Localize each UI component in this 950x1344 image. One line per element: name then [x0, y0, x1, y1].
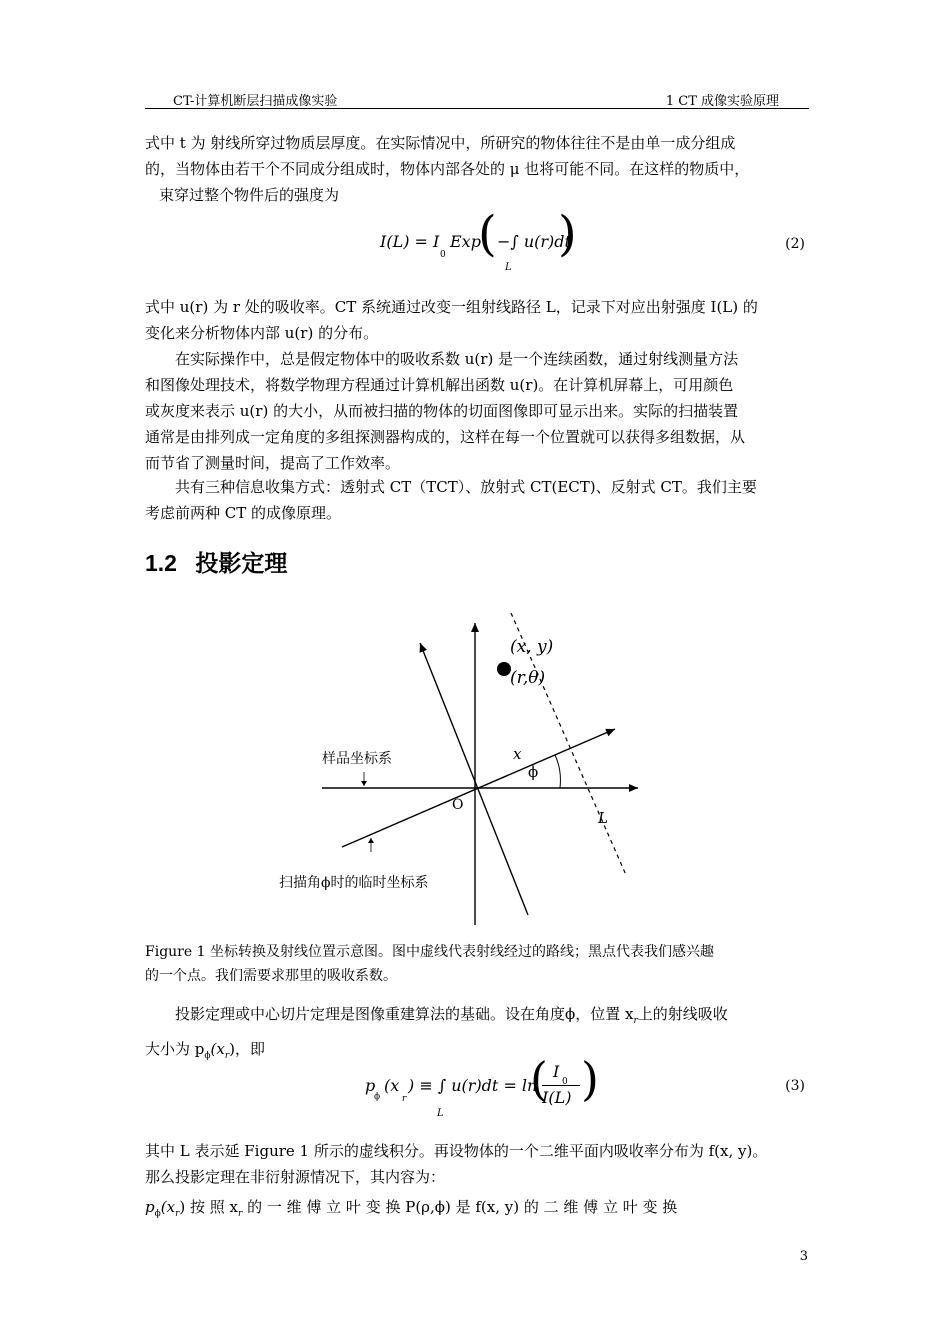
figure-1-caption — [145, 940, 809, 988]
angle-arc — [555, 755, 560, 788]
paragraph-2-line-2: 变化来分析物体内部 u(r) 的分布。 — [145, 324, 379, 342]
point-of-interest — [497, 662, 511, 676]
paragraph-6-line-3 — [145, 1194, 809, 1227]
label-r-theta: (r,θ) — [510, 668, 546, 688]
paragraph-4-line-1: 共有三种信息收集方式：透射式 CT（TCT）、放射式 CT(ECT)、反射式 CT。我们主要 — [175, 478, 757, 496]
equation-2-right-paren: ) — [558, 206, 577, 262]
equation-3-left-paren: ( — [530, 1052, 548, 1106]
paragraph-5-line-2-end: )，即 — [229, 1040, 265, 1058]
paragraph-1 — [145, 130, 809, 208]
paragraph-6-line-1: 其中 L 表示延 Figure 1 所示的虚线积分。再设物体的一个二维平面内吸收率分布为 f(x, y)。 — [145, 1142, 768, 1160]
paragraph-3-line-3: 或灰度来表示 u(r) 的大小，从而被扫描的物体的切面图像即可显示出来。实际的扫描装置 — [145, 402, 739, 420]
page-header — [145, 86, 809, 109]
label-phi: ϕ — [528, 763, 539, 781]
paragraph-2-line-1: 式中 u(r) 为 r 处的吸收率。CT 系统通过改变一组射线路径 L，记录下对应出射强度 I(L) 的 — [145, 298, 758, 316]
caption-line-1: Figure 1 坐标转换及射线位置示意图。图中虚线代表射线经过的路线；黑点代表我们感兴趣 — [145, 944, 714, 960]
equation-3-denominator: I(L) — [542, 1088, 572, 1107]
paragraph-6 — [145, 1138, 809, 1227]
paragraph-5-line-2 — [145, 1035, 809, 1070]
section-title: 投影定理 — [195, 550, 288, 576]
paragraph-3-line-1: 在实际操作中，总是假定物体中的吸收系数 u(r) 是一个连续函数，通过射线测量方法 — [175, 350, 739, 368]
paragraph-6-line-2: 那么投影定理在非衍射源情况下，其内容为： — [145, 1168, 446, 1186]
paragraph-5-line-2-mid: (x — [210, 1040, 225, 1058]
paragraph-6-line-3-p: p — [145, 1198, 155, 1216]
equation-3-lhs: p — [365, 1076, 376, 1095]
equation-3-arg: (x — [384, 1076, 400, 1095]
label-xy: (x, y) — [510, 637, 554, 657]
paragraph-5-line-1-text: 投影定理或中心切片定理是图像重建算法的基础。设在角度ϕ，位置 x — [175, 1005, 634, 1023]
label-x: x — [513, 745, 522, 763]
header-right-title: 1 CT 成像实验原理 — [665, 94, 779, 109]
equation-2-left-paren: ( — [478, 206, 497, 262]
equation-2-exp: Exp — [450, 232, 481, 251]
equation-2-sub-L: L — [505, 262, 512, 273]
paragraph-3 — [145, 346, 809, 476]
section-number: 1.2 — [145, 550, 177, 576]
header-left-title: CT-计算机断层扫描成像实验 — [173, 94, 338, 109]
paragraph-1-line-2: 的，当物体由若干个不同成分组成时，物体内部各处的 μ 也将可能不同。在这样的物质中， — [145, 160, 750, 178]
paragraph-6-line-3-sub2: r — [175, 1209, 180, 1219]
label-sample-coordinates: 样品坐标系 — [322, 751, 392, 767]
paragraph-6-line-3-c: 的 一 维 傅 立 叶 变 换 P(ρ,ϕ) 是 f(x, y) 的 二 维 傅 立 叶 变 换 — [247, 1198, 678, 1216]
paragraph-6-line-3-a: (x — [160, 1198, 176, 1216]
paragraph-4 — [145, 474, 809, 526]
equation-3-sub-phi: ϕ — [374, 1092, 381, 1102]
equation-3-fraction-bar — [542, 1085, 580, 1086]
paragraph-5-line-2-sub2: r — [224, 1051, 230, 1061]
paragraph-5-line-1 — [145, 1000, 809, 1035]
equation-2-sub-0: 0 — [440, 250, 446, 260]
paragraph-5-line-1-sub: r — [633, 1016, 638, 1026]
paragraph-5 — [145, 1000, 809, 1070]
equation-2-number: (2) — [785, 236, 805, 252]
label-scan-coordinates: 扫描角ϕ时的临时坐标系 — [279, 875, 429, 891]
page-number: 3 — [799, 1249, 808, 1264]
label-origin: O — [452, 797, 464, 813]
paragraph-6-line-3-b: ) 按 照 x — [179, 1198, 238, 1216]
paragraph-1-line-3: 束穿过整个物件后的强度为 — [159, 186, 340, 204]
section-heading — [145, 545, 287, 578]
paragraph-5-line-2-sub: ϕ — [204, 1051, 211, 1061]
paragraph-5-line-2-text: 大小为 p — [145, 1040, 205, 1058]
equation-3-sub-r: r — [402, 1094, 407, 1104]
equation-3-right-paren: ) — [581, 1052, 599, 1106]
paragraph-6-line-3-sub3: r — [238, 1209, 243, 1219]
equation-2-body: −∫ u(r)dt — [497, 232, 571, 251]
paragraph-3-line-5: 而节省了测量时间，提高了工作效率。 — [145, 454, 401, 472]
paragraph-5-line-1-end: 上的射线吸收 — [637, 1005, 728, 1023]
paragraph-1-line-1: 式中 t 为 射线所穿过物质层厚度。在实际情况中，所研究的物体往往不是由单一成分组成 — [145, 134, 736, 152]
paragraph-3-line-2: 和图像处理技术，将数学物理方程通过计算机解出函数 u(r)。在计算机屏幕上，可用颜色 — [145, 376, 734, 394]
figure-1 — [270, 605, 690, 930]
equation-3-rhs: ) ≡ ∫ u(r)dt = ln — [408, 1076, 538, 1095]
equation-3-numerator: I — [553, 1062, 560, 1081]
label-L: L — [598, 809, 608, 827]
equation-3-numerator-sub: 0 — [562, 1077, 568, 1087]
caption-line-2: 的一个点。我们需要求那里的吸收系数。 — [145, 968, 397, 984]
paragraph-6-line-3-sub: ϕ — [154, 1209, 161, 1219]
paragraph-4-line-2: 考虑前两种 CT 的成像原理。 — [145, 504, 342, 522]
equation-3-number: (3) — [785, 1078, 805, 1094]
paragraph-2 — [145, 294, 809, 346]
equation-2-lhs: I(L) = I — [380, 232, 440, 251]
equation-3-sub-L: L — [437, 1108, 444, 1119]
paragraph-3-line-4: 通常是由排列成一定角度的多组探测器构成的，这样在每一个位置就可以获得多组数据，从 — [145, 428, 746, 446]
